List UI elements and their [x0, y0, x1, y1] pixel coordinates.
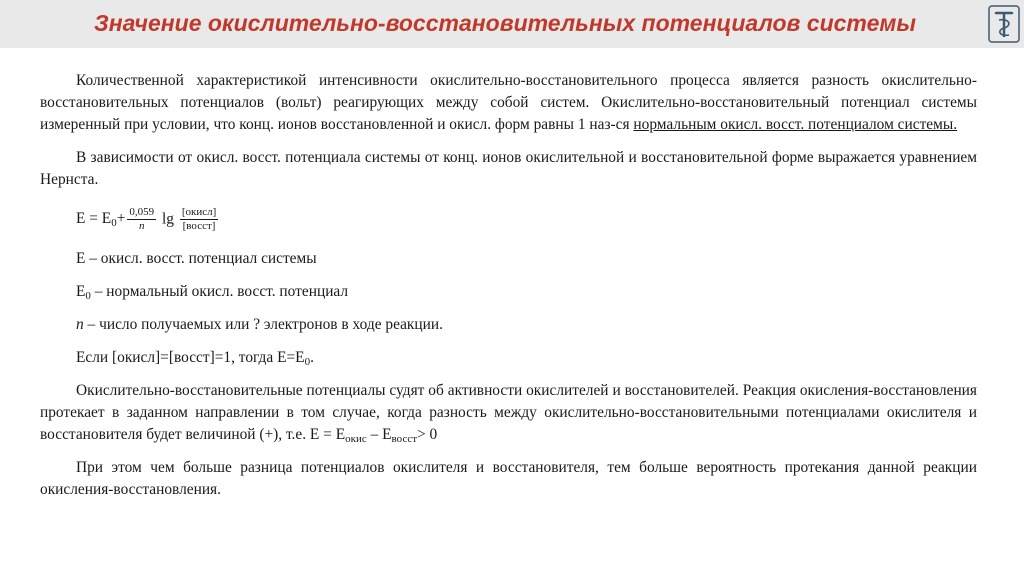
paragraph-definition-text: Количественной характеристикой интенсивности окислительно-восстановительного процесса является разность окислительно-восстановительных потенциалов (вольт) реагирующих между собой систем. Окислительно-восстановительный потенциал системы измеренный при условии, что конц. ионов восстановленной и окисл. форм равны 1 наз-ся — [40, 72, 977, 133]
slide-body — [40, 70, 977, 512]
paragraph-definition — [40, 70, 977, 136]
paragraph-activity: Окислительно-восстановительные потенциалы судят об активности окислителей и восстановителей. Реакция окисления-восстановления протекает в заданном направлении в том случае, когда разность между окислительно-восстановительными потенциалами окислителя и восстановителя будет величиной (+), т.е. $E = E_{окис} - E_{восст}> 0$ — [40, 382, 977, 445]
definition-e: E – окисл. восст. потенциал системы — [76, 250, 317, 267]
definition-e0: $E_0$ – нормальный окисл. восст. потенциал — [76, 283, 349, 302]
paragraph-nernst-intro: В зависимости от окисл. восст. потенциала системы от конц. ионов окислительной и восстановительной форме выражается уравнением Нернста. — [40, 149, 977, 188]
university-monogram-icon — [988, 4, 1020, 44]
definition-n: n – число получаемых или ? электронов в ходе реакции. — [76, 316, 443, 333]
paragraph-conclusion: При этом чем больше разница потенциалов окислителя и восстановителя, тем больше вероятность протекания данной реакции окисления-восстановления. — [40, 459, 977, 498]
condition-line: Если [окисл]=[восст]=1, тогда $E=E_0$. — [76, 349, 314, 368]
formula-lg: lg — [161, 210, 174, 228]
formula-lhs: $E = E_0+$ — [76, 210, 126, 230]
formula-coefficient: $\frac{0,059}{n}$ — [129, 205, 155, 232]
underlined-term: нормальным окисл. восст. потенциалом системы. — [633, 116, 958, 133]
slide-header — [0, 0, 1024, 48]
formula-ratio: $\frac{\text{[окисл]}}{\text{[восст]}}$ — [181, 205, 217, 232]
nernst-formula — [40, 202, 977, 236]
slide-title: Значение окислительно-восстановительных потенциалов системы — [93, 10, 917, 36]
